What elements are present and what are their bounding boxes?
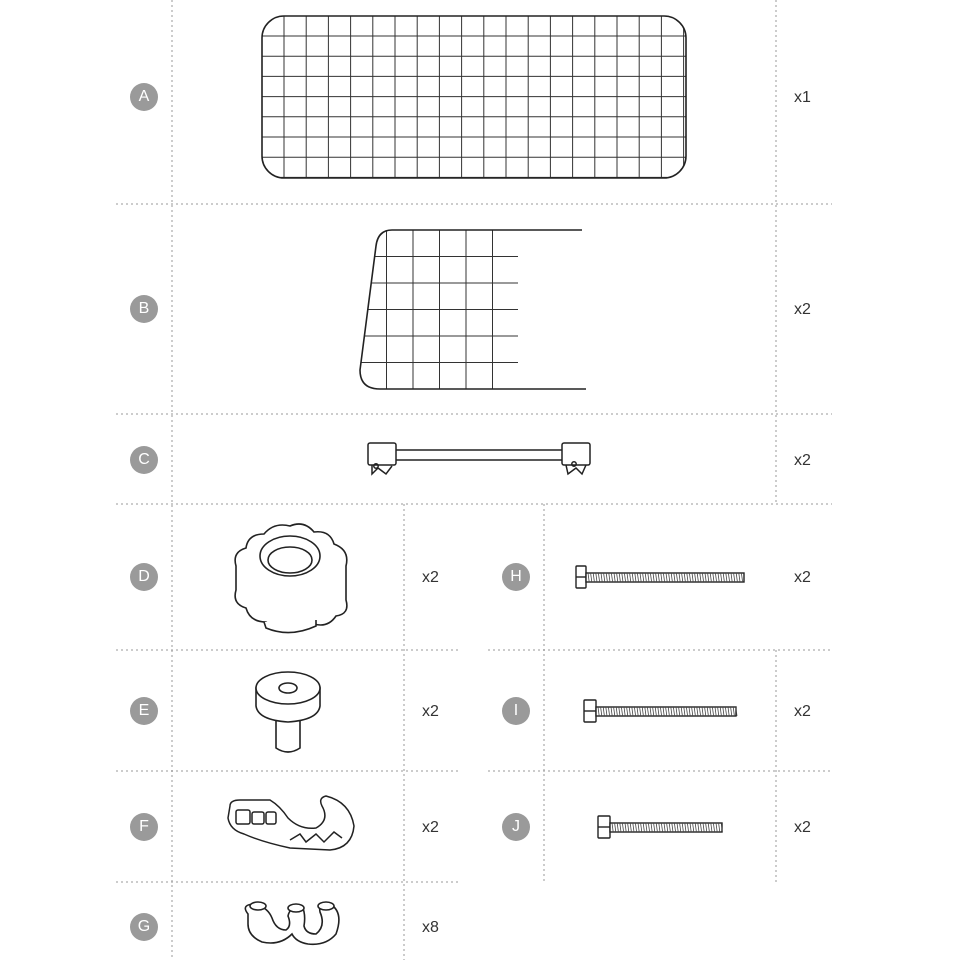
part-qty-j: x2 [794, 819, 811, 836]
part-label-d: D [130, 563, 158, 591]
part-qty-a: x1 [794, 89, 811, 106]
part-qty-i: x2 [794, 703, 811, 720]
part-qty-d: x2 [422, 569, 439, 586]
part-label-i: I [502, 697, 530, 725]
part-qty-e: x2 [422, 703, 439, 720]
part-label-e: E [130, 697, 158, 725]
part-label-a: A [130, 83, 158, 111]
part-qty-h: x2 [794, 569, 811, 586]
part-label-h: H [502, 563, 530, 591]
part-label-g: G [130, 913, 158, 941]
part-qty-g: x8 [422, 919, 439, 936]
part-label-b: B [130, 295, 158, 323]
part-qty-c: x2 [794, 452, 811, 469]
part-qty-f: x2 [422, 819, 439, 836]
part-label-f: F [130, 813, 158, 841]
part-qty-b: x2 [794, 301, 811, 318]
part-label-c: C [130, 446, 158, 474]
part-label-j: J [502, 813, 530, 841]
